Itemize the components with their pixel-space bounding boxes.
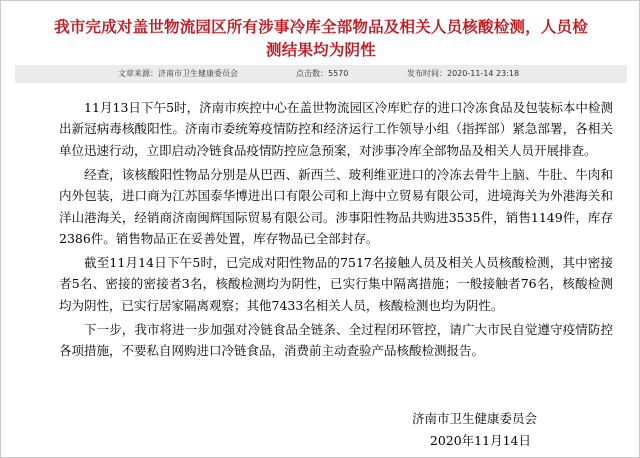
meta-publish-date: 发布时间：2020-11-14 23:18 (407, 69, 520, 78)
paragraph: 经查，该核酸阳性物品分别是从巴西、新西兰、玻利维亚进口的冷冻去骨牛上脑、牛肚、牛肉和内外包装，进口商为江苏国泰华博进出口有限公司和上海中立贸易有限公司，进境海关为外港海关和洋山港海关，经销商济南闽辉国际贸易有限公司。涉事阳性物品共购进3535件，销售1149件，库存2386件。销售物品正在妥善处置，库存物品已全部封存。 (59, 166, 613, 247)
paragraph: 11月13日下午5时，济南市疾控中心在盖世物流园区冷库贮存的进口冷冻食品及包装标本中检测出新冠病毒核酸阳性。济南市委统筹疫情防控和经济运行工作领导小组（指挥部）紧急部署，各相关单位迅速行动，立即启动冷链食品疫情防控应急预案，对涉事冷库全部物品及相关人员开展排查。 (59, 100, 613, 158)
article-body (59, 97, 613, 364)
meta-clicks: 点击数：5570 (296, 69, 349, 78)
paragraph: 下一步，我市将进一步加强对冷链食品全链条、全过程闭环管控，请广大市民自觉遵守疫情防控各项措施，不要私自网购进口冷链食品，消费前主动查验产品核酸检测报告。 (59, 321, 613, 359)
article-meta-bar (15, 65, 627, 83)
signature-organization: 济南市卫生健康委员会 (411, 411, 537, 426)
title-line-2: 测结果均为阴性 (266, 40, 376, 59)
title-line-1: 我市完成对盖世物流园区所有涉事冷库全部物品及相关人员核酸检测，人员检 (54, 17, 588, 36)
paragraph: 截至11月14日下午5时，已完成对阳性物品的7517名接触人员及相关人员核酸检测，其中密接者5名、密接的密接者3名，核酸检测均为阴性，已实行集中隔离措施；一般接触者76名，核酸检测均为阴性，已实行居家隔离观察；其他7433名相关人员，核酸检测也均为阴性。 (59, 255, 613, 313)
meta-source: 文章来源：济南市卫生健康委员会 (118, 69, 238, 78)
signature-date: 2020年11月14日 (429, 433, 531, 448)
article-title (21, 15, 621, 61)
